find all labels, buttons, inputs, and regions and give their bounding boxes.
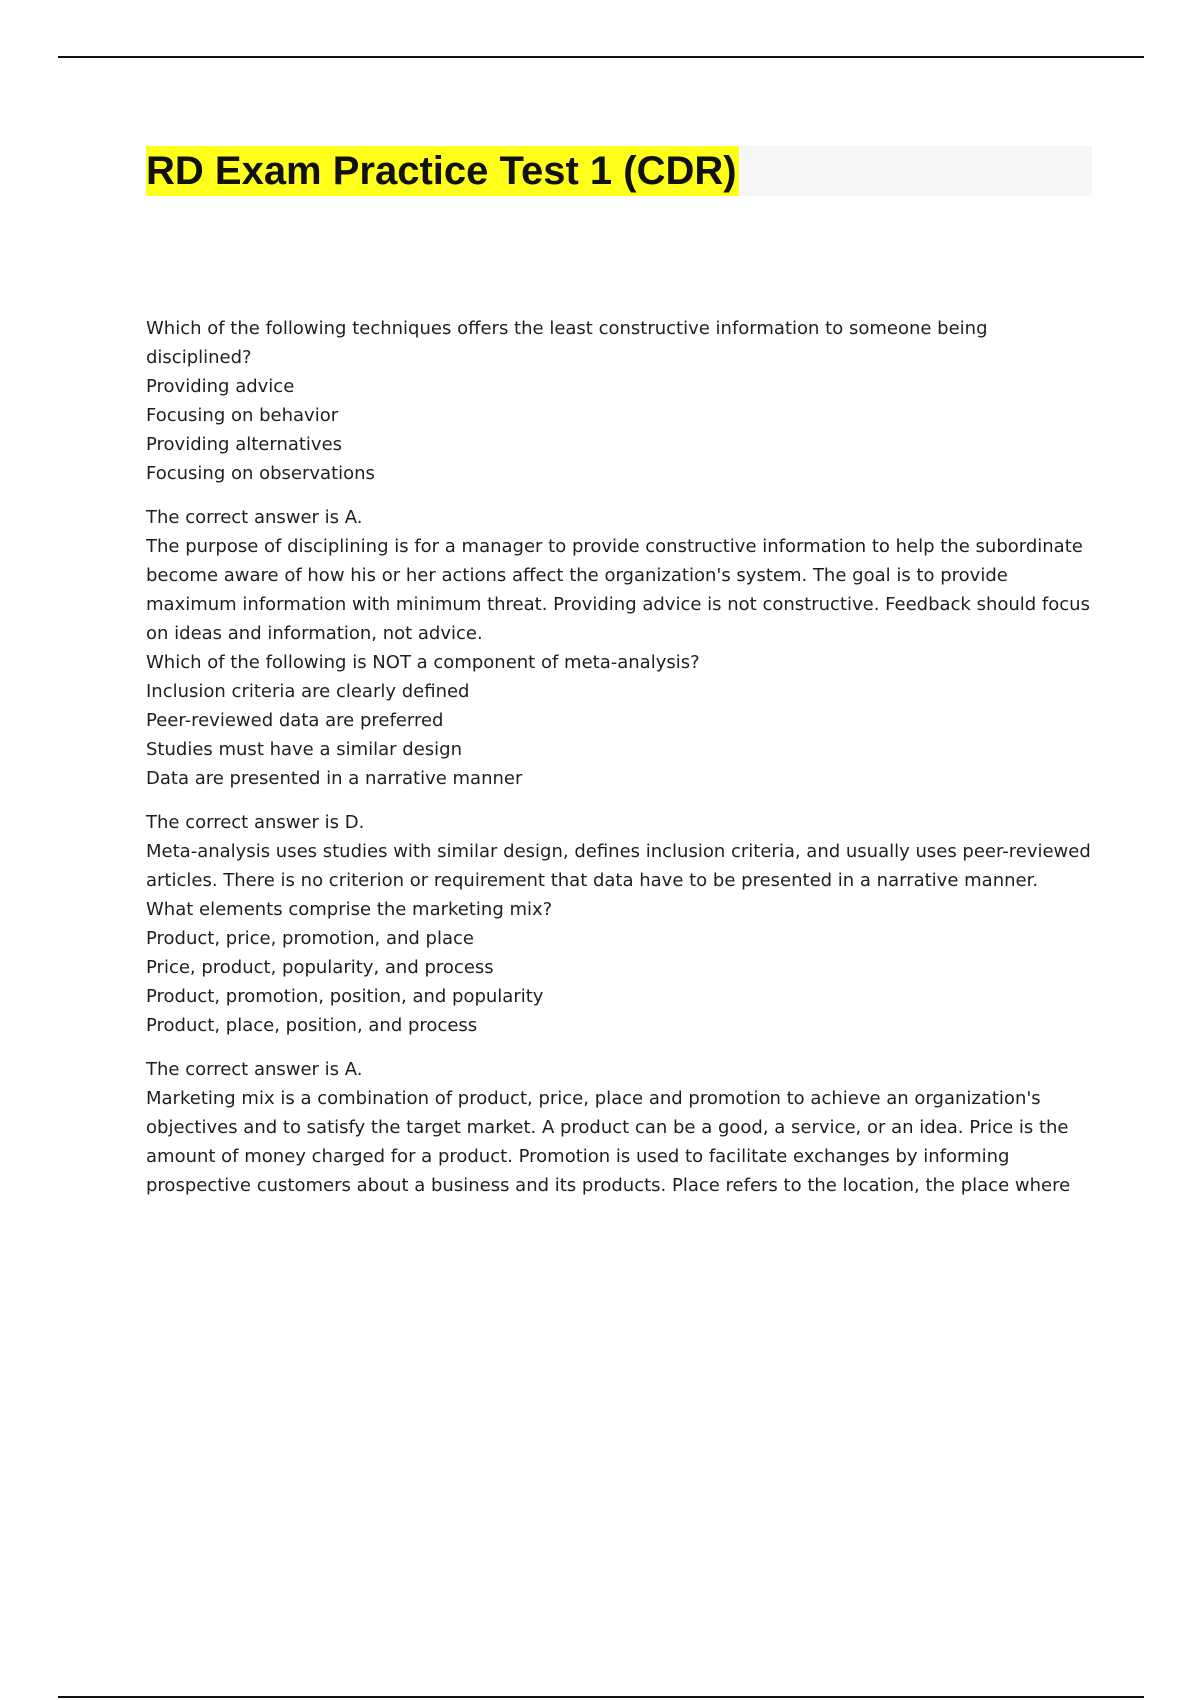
question-block-3	[146, 895, 1096, 1200]
question-text: What elements comprise the marketing mix?	[146, 899, 553, 920]
correct-answer: The correct answer is A.	[146, 1059, 363, 1080]
option-c: Product, promotion, position, and popularity	[146, 986, 544, 1007]
document-body	[146, 314, 1096, 1200]
question-block-1	[146, 314, 1096, 648]
footer-rule	[58, 1696, 1144, 1698]
option-d: Focusing on observations	[146, 463, 375, 484]
option-b: Focusing on behavior	[146, 405, 339, 426]
option-c: Providing alternatives	[146, 434, 343, 455]
option-d: Product, place, position, and process	[146, 1015, 478, 1036]
option-a: Product, price, promotion, and place	[146, 928, 474, 949]
option-c: Studies must have a similar design	[146, 739, 463, 760]
answer-explanation: Marketing mix is a combination of product, price, place and promotion to achieve an organization's objectives and to satisfy the target market. A product can be a good, a service, or an idea. Price is the amount of money charged for a product. Promotion is used to facilitate exchanges by informing prospective customers about a business and its products. Place refers to the location, the place where	[146, 1088, 1071, 1196]
page-title: RD Exam Practice Test 1 (CDR)	[146, 146, 739, 196]
option-d: Data are presented in a narrative manner	[146, 768, 523, 789]
option-a: Inclusion criteria are clearly defined	[146, 681, 470, 702]
question-text: Which of the following techniques offers the least constructive information to someone being disciplined?	[146, 318, 988, 368]
answer-explanation: Meta-analysis uses studies with similar design, defines inclusion criteria, and usually uses peer-reviewed articles. There is no criterion or requirement that data have to be presented in a narrative manner.	[146, 841, 1091, 891]
question-block-2	[146, 648, 1096, 895]
answer-options	[146, 677, 1096, 793]
correct-answer: The correct answer is A.	[146, 507, 363, 528]
option-b: Peer-reviewed data are preferred	[146, 710, 444, 731]
correct-answer: The correct answer is D.	[146, 812, 365, 833]
answer-options	[146, 372, 1096, 488]
answer-explanation: The purpose of disciplining is for a manager to provide constructive information to help the subordinate become aware of how his or her actions affect the organization's system. The goal is to provide maximum information with minimum threat. Providing advice is not constructive. Feedback should focus on ideas and information, not advice.	[146, 536, 1090, 644]
question-text: Which of the following is NOT a component of meta-analysis?	[146, 652, 700, 673]
header-rule	[58, 56, 1144, 58]
option-b: Price, product, popularity, and process	[146, 957, 494, 978]
answer-options	[146, 924, 1096, 1040]
option-a: Providing advice	[146, 376, 295, 397]
